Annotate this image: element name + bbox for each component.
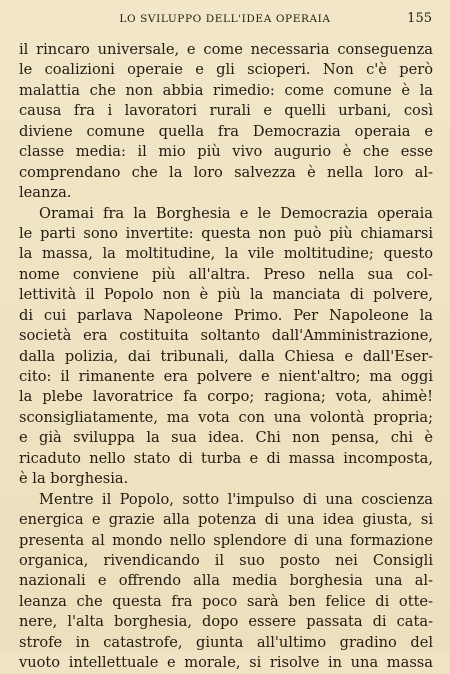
text-line: energica e grazie alla potenza di una idea giusta, si: [19, 511, 433, 529]
text-line: Mentre il Popolo, sotto l'impulso di una coscienza: [39, 490, 433, 508]
text-line: società era costituita soltanto dall'Amministrazione,: [19, 327, 433, 345]
text-line: cito: il rimanente era polvere e nient'altro; ma oggi: [19, 368, 433, 385]
running-head: LO SVILUPPO DELL'IDEA OPERAIA: [119, 13, 331, 25]
text-line: organica, rivendicando il suo posto nei Consigli: [19, 551, 433, 569]
text-line: strofe in catastrofe, giunta all'ultimo gradino del: [19, 633, 433, 651]
text-line: nere, l'alta borghesia, dopo essere passata di cata-: [19, 613, 433, 631]
text-line: vuoto intellettuale e morale, si risolve in una massa: [19, 654, 433, 672]
text-line: è la borghesia.: [19, 470, 129, 488]
text-line: diviene comune quella fra Democrazia operaia e: [19, 122, 433, 140]
page-number: 155: [407, 11, 432, 26]
text-line: presenta al mondo nello splendore di una formazione: [19, 531, 433, 549]
text-line: Oramai fra la Borghesia e le Democrazia operaia: [39, 204, 433, 222]
text-line: nazionali e offrendo alla media borghesia una al-: [19, 572, 433, 590]
text-line: malattia che non abbia rimedio: come comune è la: [19, 81, 433, 99]
text-line: la plebe lavoratrice fa corpo; ragiona; vota, ahimè!: [19, 388, 433, 406]
text-line: di cui parlava Napoleone Primo. Per Napoleone la: [19, 306, 433, 324]
text-line: nome conviene più all'altra. Preso nella sua col-: [19, 265, 433, 283]
text-line: lettività il Popolo non è più la manciata di polvere,: [19, 286, 433, 304]
text-line: e già sviluppa la sua idea. Chi non pensa, chi è: [19, 429, 433, 447]
text-line: il rincaro universale, e come necessaria conseguenza: [19, 41, 433, 58]
text-line: leanza che questa fra poco sarà ben felice di otte-: [19, 592, 433, 610]
text-line: sconsigliatamente, ma vota con una volontà propria;: [19, 408, 433, 426]
text-line: dalla polizia, dai tribunali, dalla Chiesa e dall'Eser-: [19, 347, 433, 365]
text-line: le coalizioni operaie e gli scioperi. Non c'è però: [19, 61, 433, 79]
text-line: causa fra i lavoratori rurali e quelli urbani, così: [19, 102, 433, 120]
text-line: comprendano che la loro salvezza è nella loro al-: [19, 163, 433, 181]
text-line: ricaduto nello stato di turba e di massa incomposta,: [19, 449, 433, 467]
text-line: le parti sono invertite: questa non può più chiamarsi: [19, 224, 433, 242]
body-text: [19, 40, 433, 674]
text-line: la massa, la moltitudine, la vile moltitudine; questo: [19, 245, 433, 263]
text-line: classe media: il mio più vivo augurio è che esse: [19, 143, 433, 161]
page-header: [0, 12, 450, 26]
text-line: leanza.: [19, 184, 72, 202]
